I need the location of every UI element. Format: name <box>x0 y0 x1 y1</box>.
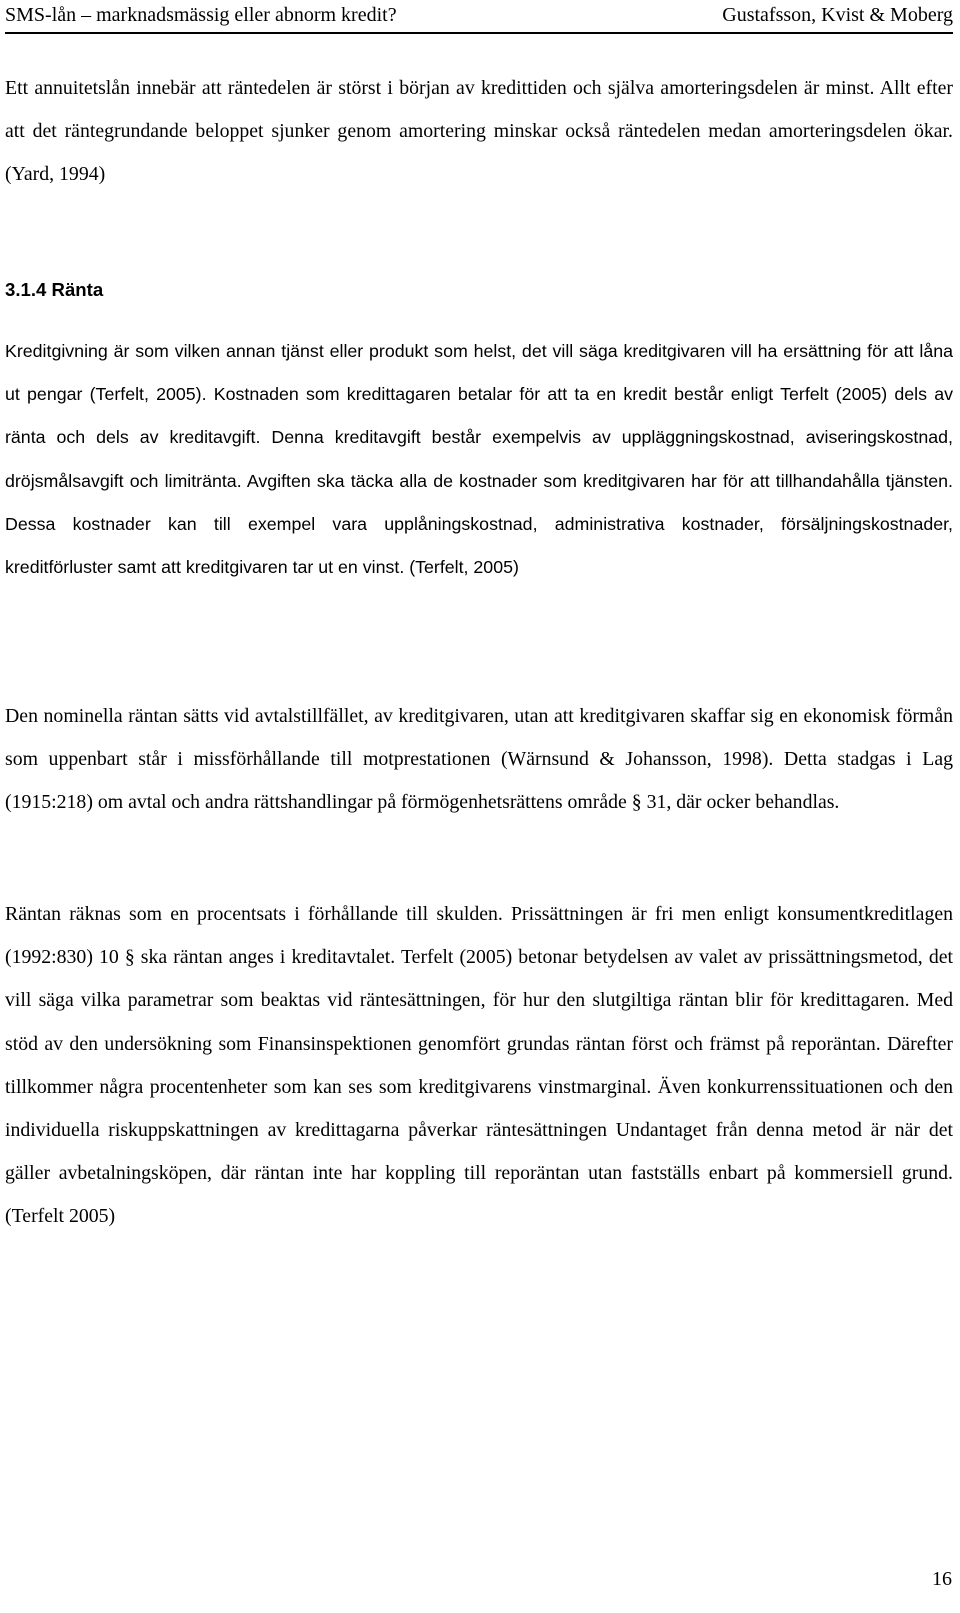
interest-definition-paragraph: Kreditgivning är som vilken annan tjänst eller produkt som helst, det vill säga kreditgivaren vill ha ersättning för att låna ut pengar (Terfelt, 2005). Kostnaden som kredittagaren betalar för att ta en kredit består enligt Terfelt (2005) dels av ränta och dels av kreditavgift. Denna kreditavgift består exempelvis av uppläggningskostnad, aviseringskostnad, dröjsmålsavgift och limitränta. Avgiften ska täcka alla de kostnader som kreditgivaren har för att tillhandahålla tjänsten. Dessa kostnader kan till exempel vara upplåningskostnad, administrativa kostnader, försäljningskostnader, kreditförluster samt att kreditgivaren tar ut en vinst. (Terfelt, 2005) <box>5 341 953 578</box>
running-header <box>5 2 953 34</box>
intro-paragraph-block <box>5 67 953 197</box>
interest-calculation-block <box>5 893 953 1239</box>
interest-definition-block <box>5 330 953 589</box>
nominal-interest-paragraph: Den nominella räntan sätts vid avtalstillfället, av kreditgivaren, utan att kreditgivaren skaffar sig en ekonomisk förmån som uppenbart står i missförhållande till motprestationen (Wärnsund & Johansson, 1998). Detta stadgas i Lag (1915:218) om avtal och andra rättshandlingar på förmögenhetsrättens område § 31, där ocker behandlas. <box>5 705 953 814</box>
header-title: SMS-lån – marknadsmässig eller abnorm kredit? <box>5 4 397 26</box>
section-heading: 3.1.4 Ränta <box>5 279 104 300</box>
header-authors: Gustafsson, Kvist & Moberg <box>722 4 953 26</box>
interest-calculation-paragraph: Räntan räknas som en procentsats i förhållande till skulden. Prissättningen är fri men enligt konsumentkreditlagen (1992:830) 10 § ska räntan anges i kreditavtalet. Terfelt (2005) betonar betydelsen av valet av prissättningsmetod, det vill säga vilka parametrar som beaktas vid räntesättningen, för hur den slutgiltiga räntan blir för kredittagaren. Med stöd av den undersökning som Finansinspektionen genomfört grundas räntan först och främst på reporäntan. Därefter tillkommer några procentenheter som kan ses som kreditgivarens vinstmarginal. Även konkurrenssituationen och den individuella riskuppskattningen av kredittagarna påverkar räntesättningen Undantaget från denna metod är när det gäller avbetalningsköpen, där räntan inte har koppling till reporäntan utan fastställs enbart på kommersiell grund. (Terfelt 2005) <box>5 903 953 1228</box>
intro-paragraph: Ett annuitetslån innebär att räntedelen är störst i början av kredittiden och själva amorteringsdelen är minst. Allt efter att det räntegrundande beloppet sjunker genom amortering minskar också räntedelen medan amorteringsdelen ökar. (Yard, 1994) <box>5 77 953 186</box>
page-number: 16 <box>932 1568 952 1590</box>
nominal-interest-block <box>5 695 953 825</box>
